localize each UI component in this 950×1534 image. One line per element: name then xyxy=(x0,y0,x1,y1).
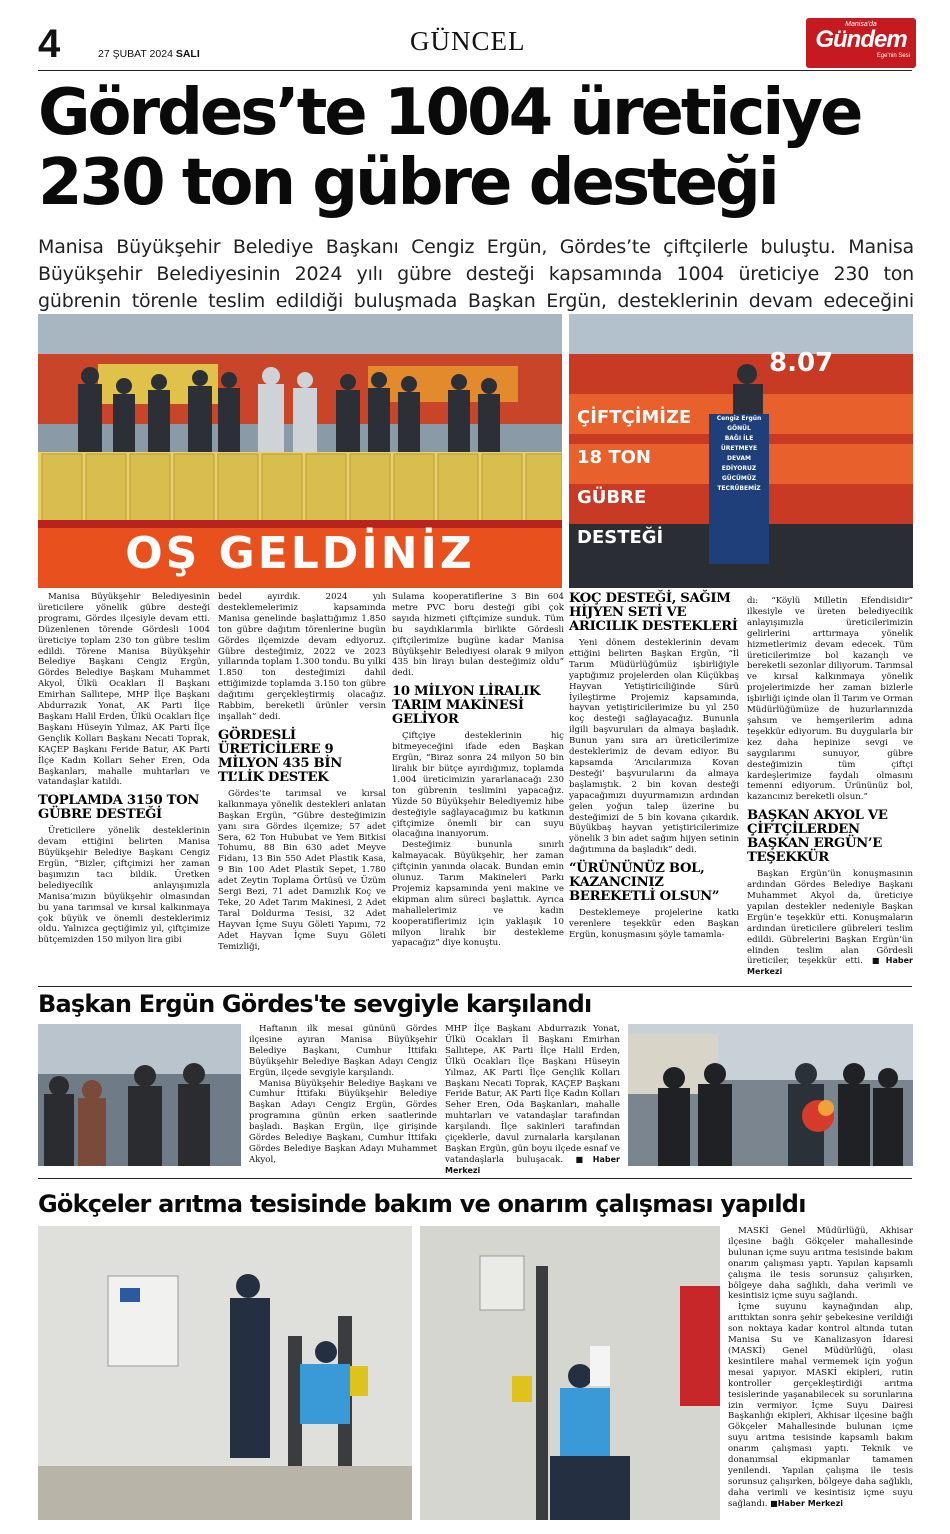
main-column-1 xyxy=(38,592,210,946)
byline: ■ Haber Merkezi xyxy=(747,956,913,976)
greeting-illustration xyxy=(38,1024,241,1166)
paragraph-text: İçme suyunu kaynağından alıp, arıttıktan sonra şehir şebekesine verildiği son noktaya kadar kontrol altında tutan Manisa Su ve Kanalizasyon İdaresi (MASKİ) Genel Müdürlüğü, olası kesintilere mahal vermemek için yoğun mesai yapıyor. MASKİ ekipleri, rutin kontroller gerçekleştirdiği arıtma tesislerinde yaşanabilecek su sorunlarına izin vermiyor. İçme Suyu Dairesi Başkanlığı ekipleri, Akhisar ilçesine bağlı Gökçeler Mahallesinde bulunan içme suyu arıtma tesisinde kapsamlı bakım onarım çalışması yaptı. Teknik ve donanımsal ekipmanlar tamamen yenilendi. Yapılan çalışma ile tesis sorunsuz çalışırken, bölgeye daha sağlıklı, daha verimli ve kesintisiz içme suyu sağlandı. xyxy=(728,1302,913,1509)
main-column-3 xyxy=(392,592,564,949)
paragraph: Üreticilere yönelik desteklerinin devam ettiğini belirten Manisa Büyükşehir Belediye Başkanı Cengiz Ergün, “Bizler, çiftçimizi her zaman başımızın tacı bildik. Üretken belediyecilik anlayışımızla Manisa’mızın büyükşehir olmasından bu yana tarımsal ve kırsal kalkınmaya çok büyük ve önemli desteklerimiz oldu. Yalnızca geçtiğimiz yıl, çiftçimize bütçemizden 150 milyon lira gibi xyxy=(38,826,210,946)
photo-treatment-plant-2 xyxy=(420,1226,720,1520)
podium-line: Cengiz Ergün xyxy=(716,415,762,422)
paragraph xyxy=(445,1024,620,1177)
paragraph: Haftanın ilk mesai gününü Gördes ilçesine ayıran Manisa Büyükşehir Belediye Başkanı, Cumhur İttifakı Büyükşehir Belediye Başkan Adayı Cengiz Ergün, ilçede sevgiyle karşılandı. xyxy=(249,1024,437,1078)
podium-line: DEVAM xyxy=(727,455,751,462)
flower-illustration xyxy=(628,1024,913,1166)
subheading: “ÜRÜNÜNÜZ BOL, KAZANCINIZ BEREKETLİ OLSUN” xyxy=(569,861,720,905)
headline-line-2: 230 ton gübre desteği xyxy=(38,146,777,220)
section-title: GÜNCEL xyxy=(410,26,526,56)
support-banner-text: ÇİFTÇİMİZE 18 TON GÜBRE DESTEĞİ xyxy=(577,407,692,548)
paragraph: Desteklemeye projelerine katkı verenlere teşekkür eden Başkan Ergün, konuşmasını şöyle tamamla- xyxy=(569,908,739,940)
podium-line: BAĞI İLE xyxy=(724,435,754,442)
logo-small-text: Manisa'da xyxy=(845,21,877,28)
podium-slogan xyxy=(709,414,769,494)
photo-podium-speech xyxy=(569,314,913,588)
subheading: GÖRDESLİ ÜRETİCİLERE 9 MİLYON 435 BİN TL’LİK DESTEK xyxy=(218,727,343,785)
podium-line: TECRÜBEMİZ xyxy=(717,485,761,492)
story3-column xyxy=(728,1226,913,1510)
section-rule xyxy=(38,986,912,987)
subheading: BAŞKAN AKYOL VE ÇİFTÇİLERDEN BAŞKAN ERGÜN’E TEŞEKKÜR xyxy=(747,808,888,866)
main-column-2 xyxy=(218,592,386,952)
main-column-4 xyxy=(569,592,739,941)
subheading: KOÇ DESTEĞİ, SAĞIM HİJYEN SETİ VE ARICILIK DESTEKLERİ xyxy=(569,591,738,634)
welcome-banner-text: OŞ GELDİNİZ xyxy=(125,528,475,579)
paragraph: Manisa Büyükşehir Belediyesinin üreticilere yönelik gübre desteği programı, Gördes ilçesiyle devam etti. Düzenlenen törende Gördesli 1004 üreticiye toplam 230 ton gübre teslim edildi. Törene Manisa Büyükşehir Belediye Başkanı Cengiz Ergün, Gördes Belediye Başkanı Muhammet Akyol, Ülkü Ocakları İl Başkanı Emirhan Sallıtepe, MHP İlçe Başkanı Abdurrazık Yonat, AK Parti İlçe Başkanı Halil Erden, Ülkü Ocakları İlçe Başkanı Hüseyin Yılmaz, AK Parti İlçe Gençlik Kolları Başkanı Necati Toprak, KAÇEP Başkanı Feride Batur, AK Parti İlçe Kadın Kolları Seher Eren, Oda Başkanları, mahalle muhtarları ve vatandaşlar katıldı. xyxy=(38,592,210,788)
plant-illustration-2 xyxy=(420,1226,720,1520)
podium-line: EDİYORUZ xyxy=(721,465,757,472)
podium-line: ÜRETMEYE xyxy=(720,445,758,452)
paragraph: Sulama kooperatiflerine 3 Bin 604 metre PVC boru desteği gibi çok sayıda hizmeti çiftçimize sunduk. Tüm bu saydıklarımla birlikte Gördesli çiftçilerimize bugüne kadar Manisa Büyükşehir Belediyesi olarak 9 milyon 435 bin lirayı bulan desteğimiz oldu” dedi. xyxy=(392,592,564,679)
paragraph: Çiftçiye desteklerinin hiç bitmeyeceğini ifade eden Başkan Ergün, “Biraz sonra 24 milyon 50 bin liralık bir bütçe ayırdığımız, toplamda 1.004 üreticimizin yararlanacağı 230 ton gübrenin teslimini yapacağız. Yüzde 50 Büyükşehir Belediyemiz hibe desteğiyle sağlayacağımız bu katkının çiftçimize önemli bir can suyu olacağına inanıyorum. xyxy=(392,731,564,840)
photo-greeting-crowd xyxy=(38,1024,241,1166)
photo-treatment-plant-1 xyxy=(38,1226,412,1520)
main-headline xyxy=(38,78,918,218)
date-text: 27 ŞUBAT 2024 xyxy=(98,48,173,60)
story2-title: Başkan Ergün Gördes'te sevgiyle karşılandı xyxy=(38,990,592,1018)
photo-ceremony-stage xyxy=(38,314,562,588)
paragraph: Desteğimiz bununla sınırlı kalmayacak. Büyükşehir, her zaman çiftçinin yanında olacak. Bundan emin olunuz. Tarım Makineleri Parkı Projemiz kapsamında yeni makine ve ekipman alım süreci başlattık. Ayrıca mahallelerimiz ve kadın kooperatiflerimiz için yaklaşık 10 milyon liralık bir destekleme yapacağız” diye konuştu. xyxy=(392,840,564,949)
paragraph xyxy=(728,1302,913,1509)
subheading: 10 MİLYON LİRALIK TARIM MAKİNESİ GELİYOR xyxy=(392,684,541,728)
day-text: SALI xyxy=(175,48,200,60)
paragraph: Manisa Büyükşehir Belediye Başkanı ve Cumhur İttifakı Büyükşehir Belediye Başkan Adayı Cengiz Ergün, Gördes programına günün erken saatlerinde başladı. Başkan Ergün, ilçe girişinde Gördes Belediye Başkanı, Cumhur İttifakı Gördes Belediye Başkan Adayı Muhammet Akyol, xyxy=(249,1078,437,1165)
section-rule xyxy=(38,1178,912,1179)
header-rule xyxy=(38,70,912,71)
byline: ■ Haber Merkezi xyxy=(770,1499,843,1508)
logo-main-text: Gündem xyxy=(815,26,907,53)
logo-sub-text: Ege'nin Sesi xyxy=(876,53,910,59)
banner-year-text: 8.07 xyxy=(769,348,834,378)
byline: ■ Haber Merkezi xyxy=(445,1155,620,1175)
subheading: TOPLAMDA 3150 TON GÜBRE DESTEĞİ xyxy=(38,793,200,823)
paragraph: dı: “Köylü Milletin Efendisidir” ilkesiyle ve üreten belediyecilik anlayışımızla üreticilerimizin gelirlerini arttırmaya yönelik hizmetlerimiz devam edecek. Tüm üreticilerimize bol kazançlı ve bereketli sezonlar diliyorum. Tarımsal ve kırsal kalkınmaya yönelik projelerimizde her zaman bizlerle işbirliği içinde olan İl Tarım ve Orman Müdürlüğümüze de huzurlarınızda şahsım ve hemşerilerim adına teşekkür ediyorum. Bu duygularla bir kez daha hepinize sevgi ve saygılarımı sunuyor, gübre desteğimizin tüm çiftçi kardeşlerimize faydalı olmasını temenni ediyorum. Ürününüz bol, kazancınız bereketli olsun.” xyxy=(747,596,913,803)
headline-line-1: Gördes’te 1004 üreticiye xyxy=(38,76,861,150)
page-number: 4 xyxy=(38,22,61,66)
issue-date xyxy=(98,48,200,60)
story3-title: Gökçeler arıtma tesisinde bakım ve onarım çalışması yapıldı xyxy=(38,1190,806,1218)
podium-line: GÖNÜL xyxy=(727,425,751,432)
paragraph xyxy=(747,869,913,978)
plant-illustration-1 xyxy=(38,1226,412,1520)
paragraph: Yeni dönem desteklerinin devam ettiğini belirten Başkan Ergün, “İl Tarım Müdürlüğümüz işbirliğiyle yaptığımız projelerden olan Küçükbaş Hayvan Yetiştiriciliğinde Sürü İyileştirme Projemiz kapsamında, hayvan yetiştiricilerimize bu yıl 250 koç desteği sağlayacağız. Bununla ilgili başvuruları da almaya başladık. Bunun yanı sıra arı üreticilerimize desteklerimiz de devam ediyor. Bu kapsamda ‘Arıcılarımıza Kovan Desteği’ başvurularını da almaya başlamıştık. 2 bin kovan desteği yapacağımızı duyurmamızın ardından gelen yoğun talep üzerine bu desteğimizi de 5 bin kovana çıkardık. Büyükbaş hayvan yetiştiricilerimize yönelik 3 bin adet sağım hijyen setinin dağıtımına da başladık” dedi. xyxy=(569,638,739,856)
paragraph: MASKİ Genel Müdürlüğü, Akhisar ilçesine bağlı Gökçeler mahallesinde bulunan içme suyu arıtma tesisinde bakım onarım çalışması yaptı. Yapılan kapsamlı çalışma ile tesis sorunsuz çalışırken, bölgeye daha sağlıklı, daha verimli ve kesintisiz içme suyu sağlandı. xyxy=(728,1226,913,1302)
newspaper-logo xyxy=(806,18,916,68)
paragraph-text: Başkan Ergün’ün konuşmasının ardından Gördes Belediye Başkanı Muhammet Akyol da, üreticiye yapılan destekler nedeniyle Başkan Ergün’e teşekkür etti. Konuşmaların ardından üreticilere gübreleri teslim edildi. Gübrelerini Başkan Ergün’ün elinden teslim alan Gördesli üreticiler, teşekkür etti. xyxy=(747,869,913,967)
podium-line: GÜCÜMÜZ xyxy=(721,475,757,482)
paragraph-text: MHP İlçe Başkanı Abdurrazık Yonat, Ülkü Ocakları İl Başkanı Emirhan Sallıtepe, AK Parti İlçe Halil Erden, Ülkü Ocakları İlçe Başkanı Hüseyin Yılmaz, AK Parti İlçe Gençlik Kolları Başkanı Necati Toprak, KAÇEP Başkanı Feride Batur, AK Parti İlçe Kadın Kolları Seher Eren, Oda Başkanları, mahalle muhtarları ve vatandaşlar tarafından karşılandı. İlçe sakinleri tarafından çiçeklerle, davul zurnalarla karşılanan Başkan Ergün, gün boyu ilçede esnaf ve vatandaşlarla buluşacak. xyxy=(445,1024,620,1165)
paragraph: Gördes’te tarımsal ve kırsal kalkınmaya yönelik destekleri anlatan Başkan Ergün, “Gübre desteğimizin yanı sıra Gördes ilçemize; 57 adet Sera, 62 Ton Hububat ve Yem Bitkisi Tohumu, 88 Bin 630 adet Meyve Fidanı, 13 Bin 550 Adet Plastik Kasa, 9 Bin 100 Adet Plastik Sepet, 1.780 adet Zeytin Toplama Örtüsü ve Üzüm Sergi Bezi, 71 adet Damızlık Koç ve Teke, 20 Adet Tarım Makinesi, 2 Adet Taral Doldurma Tesisi, 32 Adet Hayvan İçme Suyu Göleti Yapımı, 72 Adet Hayvan İçme Suyu Göleti Temizliği, xyxy=(218,788,386,952)
paragraph: bedel ayırdık. 2024 yılı desteklemelerimiz kapsamında Manisa genelinde başlattığımız 1.850 ton gübre dağıtım törenlerine bugün Gördes ilçemizde devam ediyoruz. Gübre desteğimiz, 2022 ve 2023 yıllarında toplam 1.300 tondu. Bu yılki 1.850 ton desteğimizi dahil ettiğimizde toplamda 3.150 ton gübre dağıtımı gerçekleştirmiş olacağız. Rabbim, bereketli ürünler versin inşallah” dedi. xyxy=(218,592,386,722)
story2-column-1 xyxy=(249,1024,437,1166)
main-column-5 xyxy=(747,596,913,978)
lead-paragraph: Manisa Büyükşehir Belediye Başkanı Cengiz Ergün, Gördes’te çiftçilerle buluştu. Manisa Büyükşehir Belediyesinin 2024 yılı gübre desteği kapsamında 1004 üreticiye 230 ton gübrenin törenle teslim edildiği buluşmada Başkan Ergün, desteklerinin devam edeceğini xyxy=(38,236,914,312)
photo-flower-welcome xyxy=(628,1024,913,1166)
story2-column-2 xyxy=(445,1024,620,1177)
